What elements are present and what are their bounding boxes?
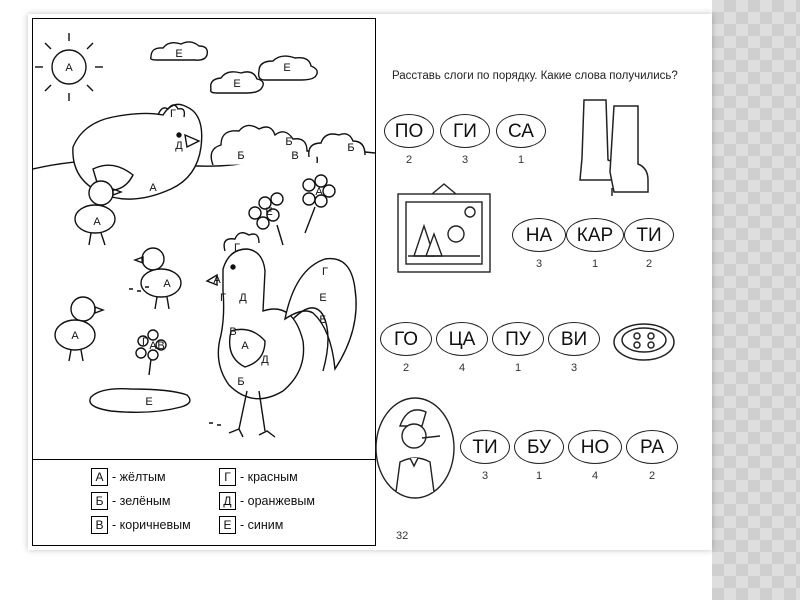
label-tail: Б — [319, 314, 327, 326]
syllable-order-number: 2 — [648, 470, 656, 482]
syllable-oval: ТИ — [624, 218, 674, 252]
legend-item — [219, 468, 298, 486]
legend-letter: Б — [91, 492, 108, 510]
legend-item — [219, 516, 283, 534]
syllable-oval: ГО — [380, 322, 432, 356]
puddle-icon — [90, 389, 190, 413]
syllable-oval: НА — [512, 218, 566, 252]
syllable-order-number: 1 — [517, 154, 525, 166]
label-cloud: Е — [175, 48, 183, 60]
syllable-order-number: 3 — [461, 154, 469, 166]
syllable-oval: ВИ — [548, 322, 600, 356]
legend-letter: Е — [219, 516, 236, 534]
legend-item — [91, 516, 191, 534]
label-chick: А — [163, 278, 171, 290]
label-rooster-wing: А — [241, 340, 249, 352]
label-flower: А — [315, 186, 323, 198]
legend-text: - жёлтым — [112, 470, 166, 484]
legend-letter: А — [91, 468, 108, 486]
legend-text: - красным — [240, 470, 298, 484]
label-bush: Б — [237, 150, 245, 162]
legend-letter: Д — [219, 492, 236, 510]
legend-text: - оранжевым — [240, 494, 315, 508]
legend-text: - синим — [240, 518, 284, 532]
color-legend — [33, 459, 375, 545]
decorative-background-strip — [712, 0, 800, 600]
label-chick: А — [71, 330, 79, 342]
chick-icon — [135, 248, 181, 309]
label-small-flower: А — [149, 340, 157, 352]
label-rooster-neck: Д — [239, 292, 247, 304]
syllable-order-number: 1 — [535, 470, 543, 482]
syllable-order-number: 2 — [405, 154, 413, 166]
syllable-order-number: 1 — [514, 362, 522, 374]
label-rooster-breast: В — [229, 326, 237, 338]
label-hen-beak: Д — [175, 140, 183, 152]
label-bush: Б — [347, 142, 355, 154]
worksheet-page — [28, 14, 712, 550]
legend-text: - коричневым — [112, 518, 191, 532]
syllable-oval: СА — [496, 114, 546, 148]
syllable-order-number: 3 — [481, 470, 489, 482]
label-bush: Б — [285, 136, 293, 148]
legend-item — [91, 492, 171, 510]
label-small-flower: Г — [142, 336, 148, 348]
legend-item — [219, 492, 315, 510]
label-rooster-wattle: Г — [220, 292, 226, 304]
exercise-instruction: Расставь слоги по порядку. Какие слова получились? — [392, 70, 678, 82]
chick-icon — [55, 297, 103, 361]
syllable-order-number: 3 — [570, 362, 578, 374]
label-rooster-wing: Д — [261, 354, 269, 366]
coloring-panel — [32, 18, 376, 546]
syllable-order-number: 1 — [591, 258, 599, 270]
syllable-oval: РА — [626, 430, 678, 464]
legend-letter: В — [91, 516, 108, 534]
legend-letter: Г — [219, 468, 236, 486]
page-number: 32 — [396, 530, 409, 542]
syllable-order-number: 3 — [535, 258, 543, 270]
label-tail: Г — [322, 266, 328, 278]
syllable-oval: ГИ — [440, 114, 490, 148]
syllable-order-number: 2 — [402, 362, 410, 374]
label-bush-center: В — [291, 150, 299, 162]
flower-icon — [136, 330, 166, 375]
syllable-order-number: 2 — [645, 258, 653, 270]
legend-text: - зелёным — [112, 494, 171, 508]
label-hen-comb: Г — [170, 108, 176, 120]
label-puddle: Е — [145, 396, 153, 408]
syllable-order-number: 4 — [458, 362, 466, 374]
syllable-oval: БУ — [514, 430, 564, 464]
syllable-oval: КАР — [566, 218, 624, 252]
framed-picture-icon — [396, 180, 492, 274]
label-rooster-body: Б — [237, 376, 245, 388]
syllable-oval: ПУ — [492, 322, 544, 356]
label-flower: Е — [265, 206, 273, 218]
flower-icon — [303, 175, 335, 233]
syllable-order-number: 4 — [591, 470, 599, 482]
boots-icon — [576, 96, 652, 196]
label-cloud: Е — [283, 62, 291, 74]
label-small-flower: В — [157, 340, 165, 352]
label-sun: А — [65, 62, 73, 74]
button-icon — [612, 318, 676, 362]
syllable-oval: ПО — [384, 114, 434, 148]
label-rooster-beak: А — [213, 274, 221, 286]
syllable-oval: НО — [568, 430, 622, 464]
label-chick: А — [93, 216, 101, 228]
legend-item — [91, 468, 166, 486]
label-cloud: Е — [233, 78, 241, 90]
syllable-oval: ТИ — [460, 430, 510, 464]
coloring-picture — [33, 19, 375, 459]
label-tail: Е — [319, 292, 327, 304]
label-rooster-comb: Г — [234, 242, 240, 254]
syllable-oval: ЦА — [436, 322, 488, 356]
bush-icon — [211, 125, 317, 165]
bush-icon — [309, 134, 365, 157]
label-hen-body: А — [149, 182, 157, 194]
pinocchio-icon — [374, 396, 456, 500]
